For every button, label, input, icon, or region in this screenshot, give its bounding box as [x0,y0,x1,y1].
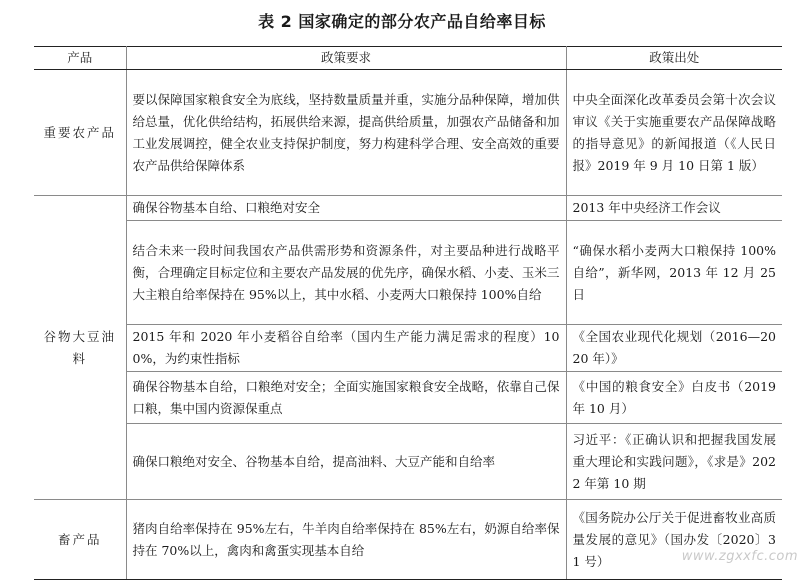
product-cell: 重要农产品 [34,70,126,196]
policy-cell: 确保口粮绝对安全、谷物基本自给，提高油料、大豆产能和自给率 [126,424,566,500]
table-title: 表 2 国家确定的部分农产品自给率目标 [258,12,546,31]
source-cell: 《中国的粮食安全》白皮书（2019 年 10 月） [566,372,782,424]
source-cell: 《全国农业现代化规划（2016—2020 年）》 [566,325,782,372]
policy-cell: 确保谷物基本自给、口粮绝对安全 [126,196,566,221]
product-cell: 谷物大豆油料 [34,196,126,500]
policy-cell: 猪肉自给率保持在 95%左右，牛羊肉自给率保持在 85%左右，奶源自给率保持在 70%以上，禽肉和禽蛋实现基本自给 [126,500,566,580]
policy-cell: 2015 年和 2020 年小麦稻谷自给率（国内生产能力满足需求的程度）100%，为约束性指标 [126,325,566,372]
header-source: 政策出处 [566,47,782,70]
table-row [34,325,782,372]
source-cell: 习近平：《正确认识和把握我国发展重大理论和实践问题》，《求是》2022 年第 10 期 [566,424,782,500]
source-cell: 2013 年中央经济工作会议 [566,196,782,221]
header-policy: 政策要求 [126,47,566,70]
source-cell: “确保水稻小麦两大口粮保持 100%自给”，新华网，2013 年 12 月 25 日 [566,221,782,325]
table-row [34,424,782,500]
table-row [34,500,782,580]
table-row [34,372,782,424]
table-row [34,221,782,325]
header-product: 产品 [34,47,126,70]
product-cell: 畜产品 [34,500,126,580]
header-row [34,47,782,70]
policy-cell: 确保谷物基本自给，口粮绝对安全；全面实施国家粮食安全战略，依靠自己保口粮，集中国内资源保重点 [126,372,566,424]
policy-cell: 结合未来一段时间我国农产品供需形势和资源条件，对主要品种进行战略平衡，合理确定目标定位和主要农产品发展的优先序，确保水稻、小麦、玉米三大主粮自给率保持在 95%以上，其中水稻、小麦两大口粮保持 100%自给 [126,221,566,325]
site-watermark: www.zgxxfc.com [681,549,798,564]
table-row [34,196,782,221]
source-cell: 中央全面深化改革委员会第十次会议审议《关于实施重要农产品保障战略的指导意见》的新闻报道（《人民日报》2019 年 9 月 10 日第 1 版） [566,70,782,196]
source-cell: 《国务院办公厅关于促进畜牧业高质量发展的意见》（国办发〔2020〕31 号） [566,500,782,580]
policy-table [34,46,782,580]
table-row [34,70,782,196]
policy-cell: 要以保障国家粮食安全为底线，坚持数量质量并重，实施分品种保障，增加供给总量，优化供给结构，拓展供给来源，提高供给质量，加强农产品储备和加工业发展调控，健全农业支持保护制度，努力构建科学合理、安全高效的重要农产品供给保障体系 [126,70,566,196]
